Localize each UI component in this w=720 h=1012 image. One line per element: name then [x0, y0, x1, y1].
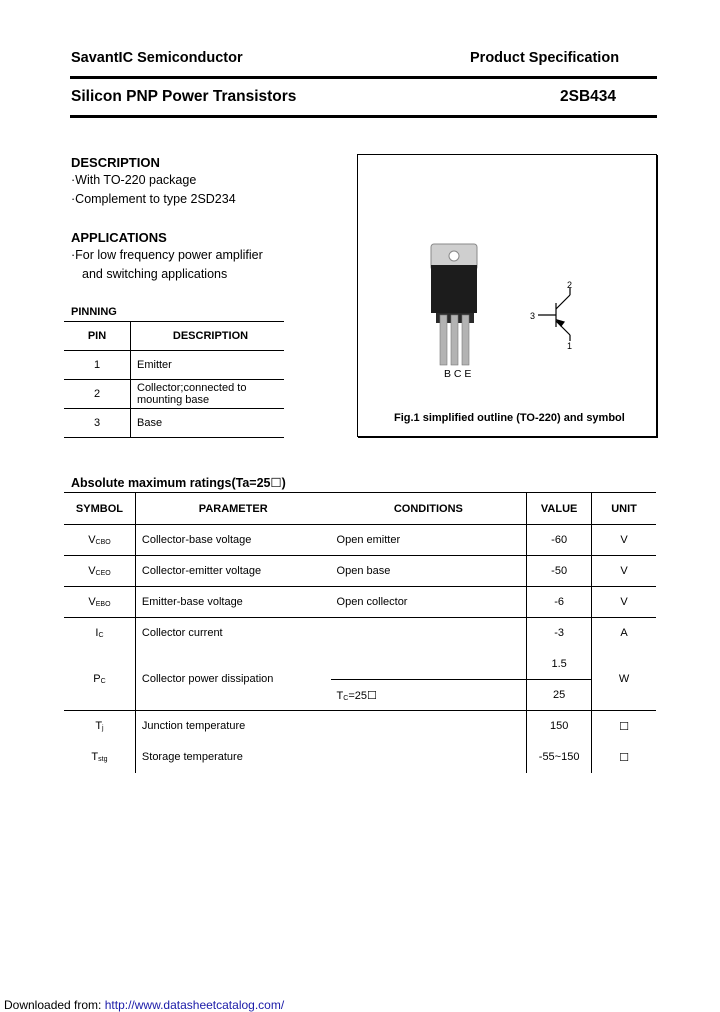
applications-line: and switching applications	[82, 267, 228, 281]
ratings-title: Absolute maximum ratings(Ta=25☐)	[71, 476, 286, 490]
table-row	[64, 618, 656, 649]
rating-symbol: Tstg	[91, 751, 108, 763]
figure-caption: Fig.1 simplified outline (TO-220) and symbol	[394, 412, 625, 424]
header-rule-bottom	[70, 115, 657, 118]
rating-value: 150	[527, 711, 592, 742]
pin-number: 3	[64, 409, 131, 438]
rating-value: 25	[527, 680, 592, 711]
part-number: 2SB434	[560, 88, 617, 105]
header-rule-top	[70, 76, 657, 79]
parameter-header: PARAMETER	[135, 493, 330, 525]
pin-desc-header: DESCRIPTION	[131, 322, 285, 351]
lead-c	[451, 315, 458, 365]
pin-description-line: mounting base	[137, 394, 210, 406]
rating-condition: Open base	[331, 556, 527, 587]
rating-condition	[331, 742, 527, 773]
rating-value: -60	[527, 525, 592, 556]
rating-condition	[331, 649, 527, 680]
rating-value: -3	[527, 618, 592, 649]
description-line: ·With TO-220 package	[71, 173, 197, 187]
package-body	[431, 265, 477, 313]
figure-box	[357, 154, 657, 437]
pnp-symbol	[538, 288, 570, 341]
table-row	[64, 587, 656, 618]
pin-letters: B C E	[444, 368, 472, 380]
rating-unit: A	[592, 618, 656, 649]
footer-prefix: Downloaded from:	[4, 998, 102, 1012]
rating-symbol: PC	[64, 649, 135, 711]
mounting-hole	[449, 251, 459, 261]
pin-number: 1	[64, 351, 131, 380]
rating-condition: Open collector	[331, 587, 527, 618]
pin-number: 2	[64, 380, 131, 409]
table-row	[64, 380, 284, 409]
rating-value: 1.5	[527, 649, 592, 680]
table-row	[64, 525, 656, 556]
symbol-base-label: 3	[530, 311, 536, 321]
table-row	[64, 742, 656, 773]
to220-package-image	[431, 244, 477, 365]
rating-symbol: VCBO	[64, 525, 135, 556]
description-line: ·Complement to type 2SD234	[71, 192, 236, 206]
lead-b	[440, 315, 447, 365]
pinning-title: PINNING	[71, 306, 117, 318]
rating-parameter: Collector-emitter voltage	[135, 556, 330, 587]
pin-description: Emitter	[131, 351, 285, 380]
rating-parameter: Collector current	[135, 618, 330, 649]
table-row	[64, 649, 656, 680]
rating-symbol: VEBO	[64, 587, 135, 618]
applications-title: APPLICATIONS	[71, 230, 167, 245]
rating-symbol: IC	[95, 627, 104, 640]
rating-condition: Open emitter	[331, 525, 527, 556]
rating-unit: V	[592, 525, 656, 556]
footer-link[interactable]: http://www.datasheetcatalog.com/	[104, 998, 285, 1012]
rating-unit: W	[592, 649, 656, 711]
rating-condition	[331, 618, 527, 649]
rating-value: -50	[527, 556, 592, 587]
symbol-collector-label: 2	[567, 280, 573, 290]
rating-parameter: Collector power dissipation	[135, 649, 330, 711]
pin-description	[131, 380, 285, 409]
rating-condition: TC=25☐	[331, 680, 527, 711]
table-row	[64, 409, 284, 438]
rating-unit: V	[592, 556, 656, 587]
pin-description: Base	[131, 409, 285, 438]
rating-value: -6	[527, 587, 592, 618]
table-row	[64, 351, 284, 380]
doc-type: Product Specification	[470, 50, 620, 66]
table-row	[64, 556, 656, 587]
applications-line: ·For low frequency power amplifier	[71, 248, 263, 262]
pinning-table	[64, 321, 284, 438]
rating-parameter: Junction temperature	[135, 711, 330, 742]
pin-description-line: Collector;connected to	[137, 382, 247, 394]
rating-symbol: Tj	[95, 720, 104, 733]
footer	[4, 998, 284, 1012]
value-header: VALUE	[527, 493, 592, 525]
rating-parameter: Emitter-base voltage	[135, 587, 330, 618]
rating-parameter: Storage temperature	[135, 742, 330, 773]
description-title: DESCRIPTION	[71, 155, 160, 170]
table-row	[64, 711, 656, 742]
unit-header: UNIT	[592, 493, 656, 525]
ratings-table	[64, 492, 656, 773]
company-name: SavantIC Semiconductor	[71, 50, 243, 66]
rating-unit: ☐	[592, 742, 656, 773]
rating-unit: V	[592, 587, 656, 618]
figure-drawing	[358, 155, 656, 436]
symbol-emitter-label: 1	[567, 341, 573, 351]
lead-e	[462, 315, 469, 365]
rating-unit: ☐	[592, 711, 656, 742]
rating-parameter: Collector-base voltage	[135, 525, 330, 556]
conditions-header: CONDITIONS	[331, 493, 527, 525]
symbol-header: SYMBOL	[64, 493, 135, 525]
rating-condition	[331, 711, 527, 742]
rating-symbol: VCEO	[64, 556, 135, 587]
rating-value: -55~150	[527, 742, 592, 773]
pin-header: PIN	[64, 322, 131, 351]
page-subtitle: Silicon PNP Power Transistors	[71, 88, 297, 105]
